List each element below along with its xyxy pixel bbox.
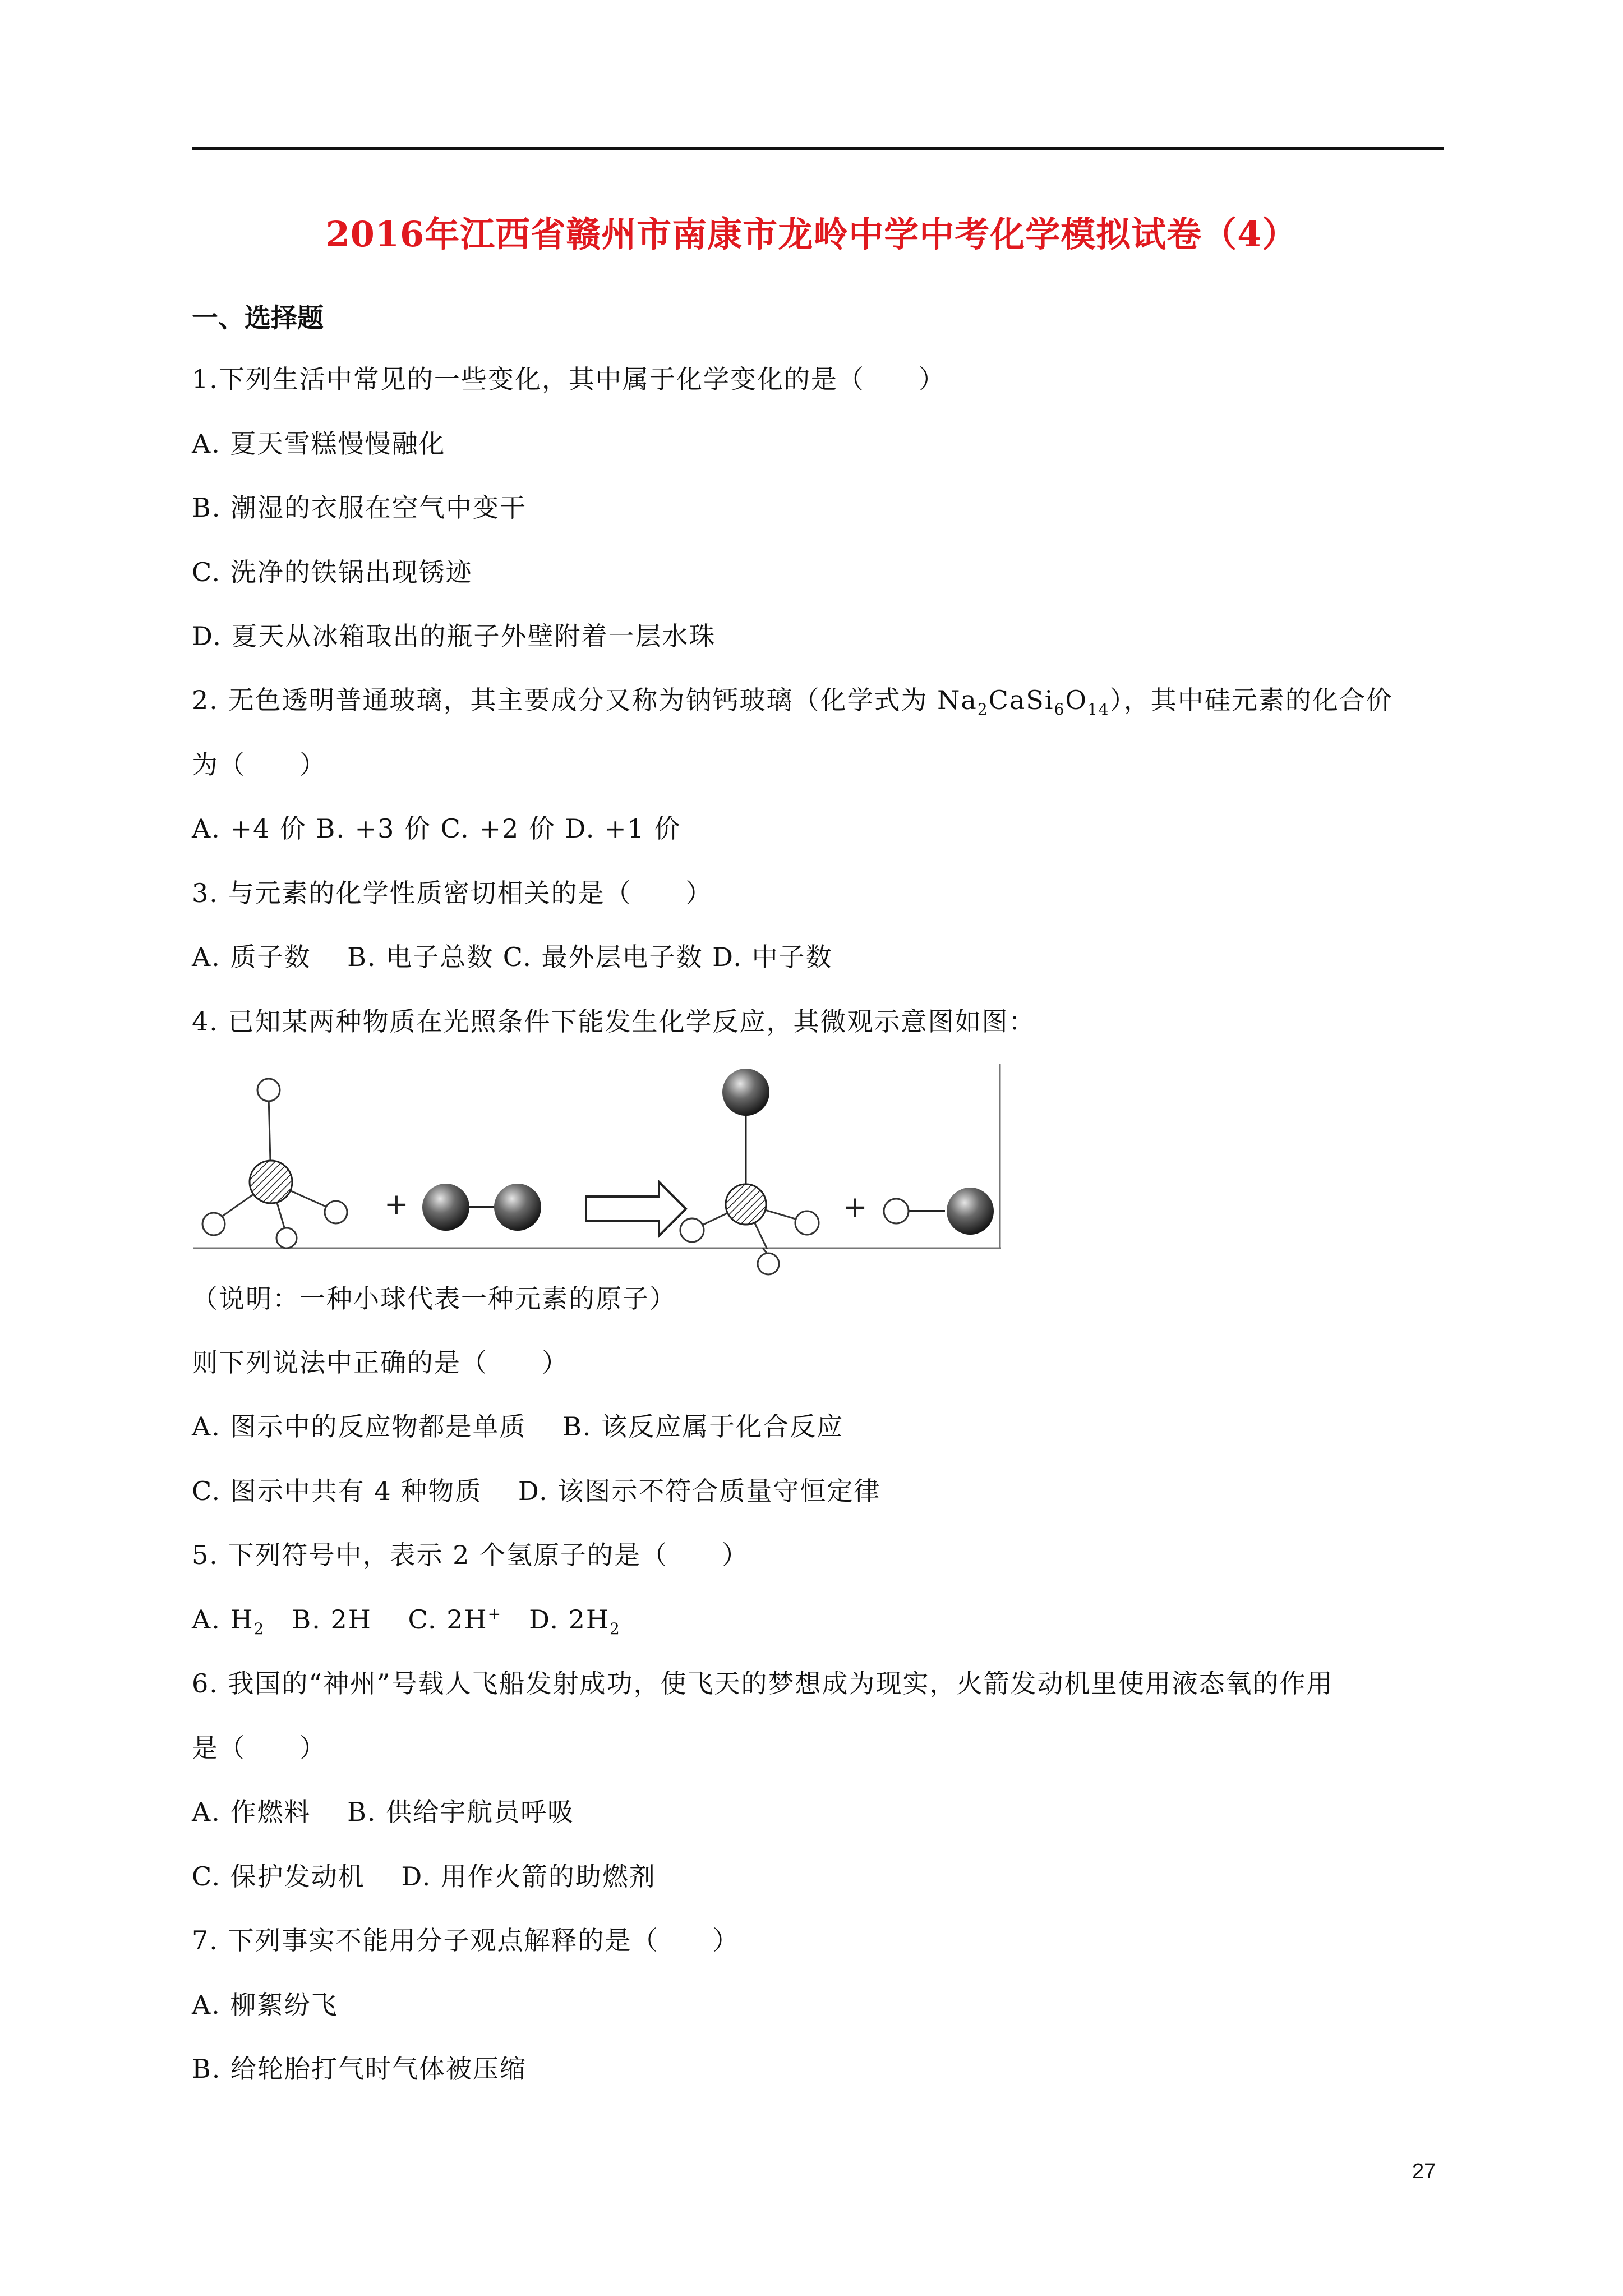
q7-stem: 7. 下列事实不能用分子观点解释的是（ ） xyxy=(192,1925,740,1955)
dark-atom xyxy=(422,1184,469,1231)
product-small-atom-bottom xyxy=(751,1248,785,1282)
q6-options-cd: C. 保护发动机 D. 用作火箭的助燃剂 xyxy=(192,1861,656,1892)
q2-formula-sub-14: 14 xyxy=(1087,700,1110,719)
q4-note: （说明：一种小球代表一种元素的原子） xyxy=(192,1283,676,1314)
reactant-molecule-2 xyxy=(422,1184,541,1231)
q1-option-c: C. 洗净的铁锅出现锈迹 xyxy=(192,557,473,587)
page-title: 2016年江西省赣州市南康市龙岭中学中考化学模拟试卷（4） xyxy=(325,214,1298,255)
q2-formula-sub-6: 6 xyxy=(1054,700,1066,719)
q2-formula-sub-2: 2 xyxy=(977,700,989,719)
q2-stem xyxy=(192,680,1393,719)
q5-c-sup: + xyxy=(487,1604,502,1623)
q6-stem: 6. 我国的“神州”号载人飞船发射成功，使飞天的梦想成为现实，火箭发动机里使用液态氧的作用 xyxy=(192,1668,1334,1699)
header-rule xyxy=(192,147,1444,150)
small-atom xyxy=(680,1218,704,1242)
q2-stem-post: ），其中硅元素的化合价 xyxy=(1109,685,1393,715)
q1-option-a: A. 夏天雪糕慢慢融化 xyxy=(192,429,446,459)
q5-d-sub: 2 xyxy=(610,1619,621,1639)
product-molecule-2 xyxy=(884,1188,994,1235)
plus-sign-1: + xyxy=(384,1188,409,1221)
q2-formula-casi: CaSi xyxy=(988,685,1054,715)
section-heading: 一、选择题 xyxy=(192,303,324,334)
q3-options: A. 质子数 B. 电子总数 C. 最外层电子数 D. 中子数 xyxy=(192,942,833,972)
q2-options: A. +4 价 B. +3 价 C. +2 价 D. +1 价 xyxy=(192,813,681,844)
q5-stem: 5. 下列符号中，表示 2 个氢原子的是（ ） xyxy=(192,1540,749,1570)
reaction-arrow xyxy=(586,1182,686,1236)
product-molecule-1 xyxy=(680,1069,819,1249)
q7-option-a: A. 柳絮纷飞 xyxy=(192,1990,338,2020)
hatched-atom xyxy=(726,1184,766,1225)
q5-a-text: A. H xyxy=(192,1604,254,1635)
q5-options xyxy=(192,1599,621,1638)
reaction-diagram xyxy=(193,1064,1001,1249)
q1-option-d: D. 夏天从冰箱取出的瓶子外壁附着一层水珠 xyxy=(192,621,716,651)
dark-atom xyxy=(722,1069,769,1116)
q2-stem-line2: 为（ ） xyxy=(192,749,326,780)
q5-bc-text: B. 2H C. 2H xyxy=(265,1604,488,1635)
q6-options-ab: A. 作燃料 B. 供给宇航员呼吸 xyxy=(192,1797,575,1827)
q3-stem: 3. 与元素的化学性质密切相关的是（ ） xyxy=(192,878,713,908)
q4-stem: 4. 已知某两种物质在光照条件下能发生化学反应，其微观示意图如图： xyxy=(192,1006,1036,1037)
q2-formula-na: Na xyxy=(937,685,978,715)
small-atom xyxy=(202,1213,225,1235)
small-atom xyxy=(257,1079,280,1101)
small-atom xyxy=(325,1201,347,1223)
dark-atom xyxy=(947,1188,994,1235)
hatched-atom xyxy=(250,1161,292,1203)
q4-ask: 则下列说法中正确的是（ ） xyxy=(192,1347,569,1378)
q5-d-text: D. 2H xyxy=(502,1604,610,1635)
q5-a-sub: 2 xyxy=(253,1619,265,1639)
q1-stem: 1.下列生活中常见的一些变化，其中属于化学变化的是（ ） xyxy=(192,364,946,394)
plus-sign-2: + xyxy=(843,1190,868,1224)
small-atom xyxy=(276,1228,297,1248)
q2-formula-o: O xyxy=(1065,685,1088,715)
reactant-molecule-1 xyxy=(202,1079,347,1248)
small-atom xyxy=(795,1211,819,1235)
q7-option-b: B. 给轮胎打气时气体被压缩 xyxy=(192,2054,527,2084)
q2-stem-pre: 2. 无色透明普通玻璃，其主要成分又称为钠钙玻璃（化学式为 xyxy=(192,685,938,715)
q1-option-b: B. 潮湿的衣服在空气中变干 xyxy=(192,493,527,523)
q6-stem-line2: 是（ ） xyxy=(192,1733,326,1763)
q4-options-ab: A. 图示中的反应物都是单质 B. 该反应属于化合反应 xyxy=(192,1411,844,1442)
dark-atom xyxy=(494,1184,541,1231)
small-atom xyxy=(884,1199,909,1223)
page-number: 27 xyxy=(1412,2160,1436,2183)
q4-options-cd: C. 图示中共有 4 种物质 D. 该图示不符合质量守恒定律 xyxy=(192,1476,881,1506)
